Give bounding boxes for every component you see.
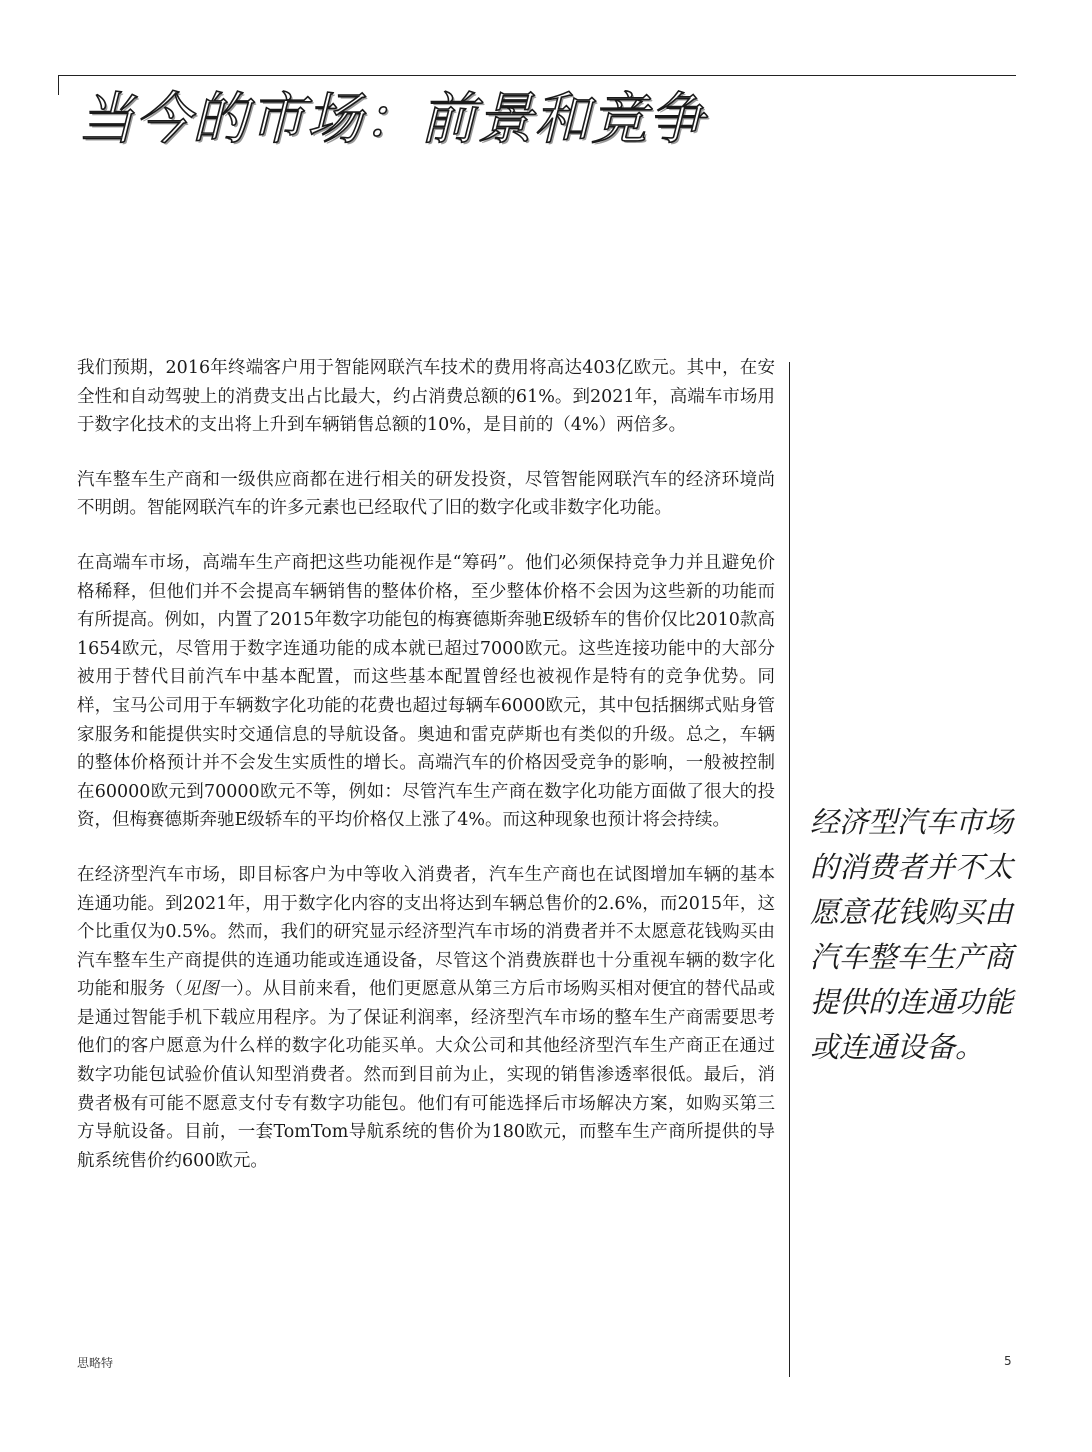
- body-paragraph-1: 我们预期，2016年终端客户用于智能网联汽车技术的费用将高达403亿欧元。其中，在安全性和自动驾驶上的消费支出占比最大，约占消费总额的61%。到2021年，高端车市场用于数字化技术的支出将上升到车辆销售总额的10%，是目前的（4%）两倍多。: [77, 358, 775, 436]
- header-rule-tick: [58, 75, 59, 95]
- figure-reference: 见图一: [183, 979, 237, 1000]
- page-title: 当今的市场：前景和竞争: [78, 87, 705, 152]
- header-rule: [58, 75, 1016, 76]
- body-paragraph-2: 汽车整车生产商和一级供应商都在进行相关的研发投资，尽管智能网联汽车的经济环境尚不明朗。智能网联汽车的许多元素也已经取代了旧的数字化或非数字化功能。: [77, 469, 775, 519]
- pull-quote: 经济型汽车市场的消费者并不太愿意花钱购买由汽车整车生产商提供的连通功能或连通设备。: [810, 805, 1014, 1064]
- body-paragraph-3: 在高端车市场，高端车生产商把这些功能视作是“筹码”。他们必须保持竞争力并且避免价格稀释，但他们并不会提高车辆销售的整体价格，至少整体价格不会因为这些新的功能而有所提高。例如，内置了2015年数字功能包的梅赛德斯奔驰E级轿车的售价仅比2010款高1654欧元，尽管用于数字连通功能的成本就已超过7000欧元。这些连接功能中的大部分被用于替代目前汽车中基本配置，而这些基本配置曾经也被视作是特有的竞争优势。同样，宝马公司用于车辆数字化功能的花费也超过每辆车6000欧元，其中包括捆绑式贴身管家服务和能提供实时交通信息的导航设备。奥迪和雷克萨斯也有类似的升级。总之，车辆的整体价格预计并不会发生实质性的增长。高端汽车的价格因受竞争的影响，一般被控制在60000欧元到70000欧元不等，例如：尽管汽车生产商在数字化功能方面做了很大的投资，但梅赛德斯奔驰E级轿车的平均价格仅上涨了4%。而这种现象也预计将会持续。: [77, 552, 775, 831]
- body-paragraph-4-part-1: 在经济型汽车市场，即目标客户为中等收入消费者，汽车生产商也在试图增加车辆的基本连通功能。到2021年，用于数字化内容的支出将达到车辆总售价的2.6%，而2015年，这个比重仅为0.5%。然而，我们的研究显示经济型汽车市场的消费者并不太愿意花钱购买由汽车整车生产商提供的连通功能或连通设备，尽管这个消费族群也十分重视车辆的数字化功能和服务（: [77, 864, 775, 1000]
- footer-brand: 思略特: [77, 1356, 114, 1370]
- body-paragraph-4-part-2: ）。从目前来看，他们更愿意从第三方后市场购买相对便宜的替代品或是通过智能手机下载应用程序。为了保证利润率，经济型汽车市场的整车生产商需要思考他们的客户愿意为什么样的数字化功能买单。大众公司和其他经济型汽车生产商正在通过数字功能包试验价值认知型消费者。然而到目前为止，实现的销售渗透率很低。最后，消费者极有可能不愿意支付专有数字功能包。他们有可能选择后市场解决方案，如购买第三方导航设备。目前，一套TomTom导航系统的售价为180欧元，而整车生产商所提供的导航系统售价约600欧元。: [77, 979, 776, 1171]
- page-number: 5: [1004, 1354, 1012, 1368]
- main-text-column: [77, 354, 775, 1201]
- column-divider: [789, 362, 790, 1377]
- body-paragraph-4: [77, 861, 775, 1176]
